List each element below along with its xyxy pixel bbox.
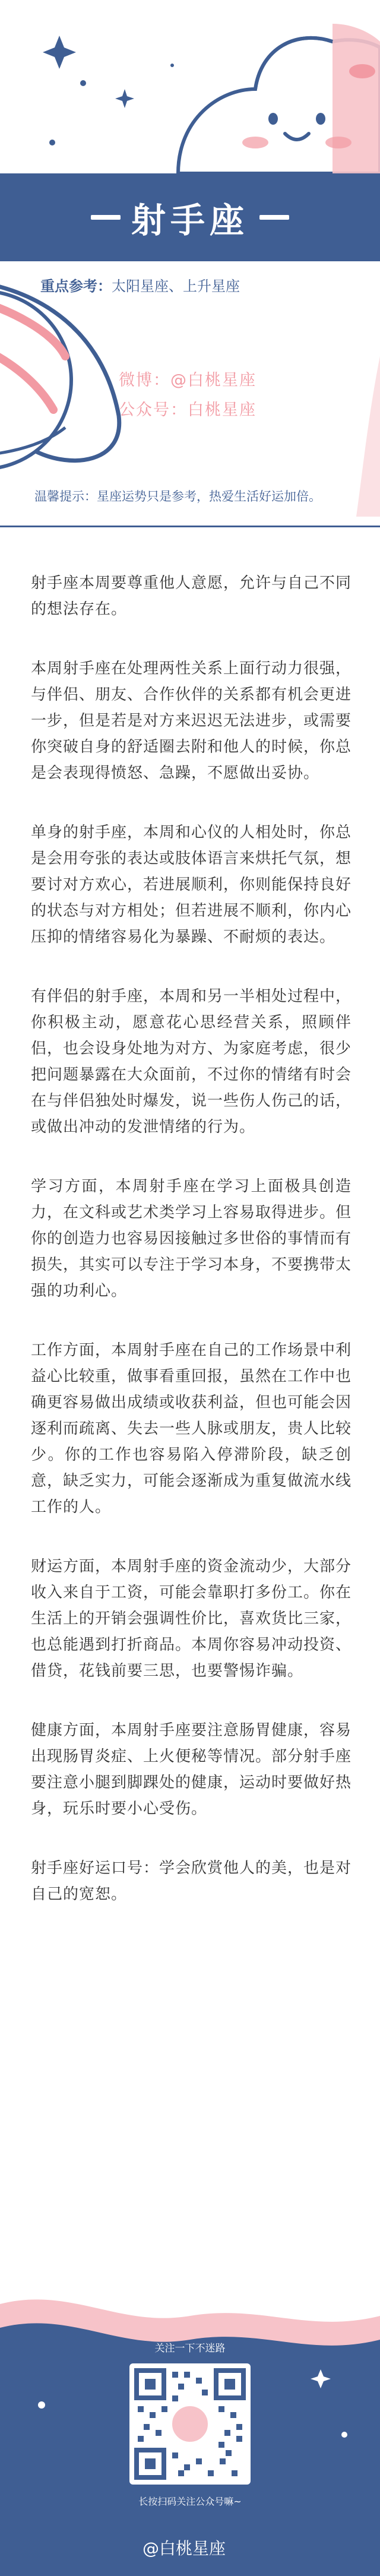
page-title: 射手座 (131, 200, 249, 240)
paragraph-couple: 有伴侣的射手座，本周和另一半相处过程中，你积极主动，愿意花心思经营关系，照顾伴侣，也会设身处地为对方、为家庭考虑，很少把问题暴露在大众面前，不过你的情绪有时会在与伴侣独处时爆发，说一些伤人伤己的话，或做出冲动的发泄情绪的行为。 (31, 988, 352, 1136)
title-dash-left (91, 215, 121, 220)
focus-label: 重点参考： (40, 278, 112, 295)
title-banner (0, 173, 380, 261)
paragraph-health: 健康方面，本周射手座要注意肠胃健康，容易出现肠胃炎症、上火便秘等情况。部分射手座要注意小腿到脚踝处的健康，运动时要做好热身，玩乐时要小心受伤。 (31, 1721, 352, 1818)
wechat-label: 公众号： (119, 401, 188, 419)
qr-top-caption: 关注一下不迷路 (154, 2343, 226, 2355)
paragraph-work: 工作方面，本周射手座在自己的工作场景中利益心比较重，做事看重回报，虽然在工作中也确更容易做出成绩或收获利益，但也可能会因逐利而疏离、失去一些人脉或朋友，贵人比较少。你的工作也容易陷入停滞阶段，缺乏创意，缺乏实力，可能会逐渐成为重复做流水线工作的人。 (31, 1341, 352, 1516)
tip-line (34, 487, 321, 505)
paragraph-study: 学习方面，本周射手座在学习上面极具创造力，在文科或艺术类学习上容易取得进步。但你的创造力也容易因接触过多世俗的事情而有损失，其实可以专注于学习本身，不要携带太强的功利心。 (31, 1178, 352, 1300)
weibo-line (119, 367, 256, 390)
paragraph-intro: 射手座本周要尊重他人意愿，允许与自己不同的想法存在。 (31, 574, 352, 618)
paragraph-wealth: 财运方面，本周射手座的资金流动少，大部分收入来自于工资，可能会靠职打多份工。你在生活上的开销会强调性价比，喜欢货比三家，也总能遇到打折商品。本周你容易冲动投资、借贷，花钱前要三思，也要警惕诈骗。 (31, 1558, 352, 1680)
horoscope-content (31, 570, 352, 1941)
footer-weibo-tag: @白桃星座 (142, 2539, 226, 2558)
paragraph-slogan: 射手座好运口号：学会欣赏他人的美，也是对自己的宽恕。 (31, 1859, 352, 1903)
paragraph-relationships: 本周射手座在处理两性关系上面行动力很强，与伴侣、朋友、合作伙伴的关系都有机会更进一步，但是若是对方来迟迟无法进步，或需要你突破自身的舒适圈去附和他人的时候，你总是会表现得愤怒、急躁，不愿做出妥协。 (31, 660, 352, 782)
tip-value: 星座运势只是参考，热爱生活好运加倍。 (97, 489, 321, 504)
focus-reference (40, 274, 240, 295)
qr-center-logo (170, 2404, 210, 2444)
qr-bottom-caption: 长按扫码关注公众号嘛~ (138, 2496, 242, 2507)
wechat-value: 白桃星座 (188, 401, 256, 419)
footer (0, 2292, 380, 2576)
wechat-line (119, 397, 256, 420)
focus-value: 太阳星座、上升星座 (112, 278, 240, 295)
weibo-value: @白桃星座 (170, 371, 256, 390)
tip-label: 温馨提示： (34, 489, 97, 504)
hero-banner (0, 0, 380, 517)
header-divider (0, 526, 380, 527)
paragraph-single: 单身的射手座，本周和心仪的人相处时，你总是会用夸张的表达或肢体语言来烘托气氛，想要讨对方欢心，若进展顺利，你则能保持良好的状态与对方相处；但若进展不顺利，你内心压抑的情绪容易化为暴躁、不耐烦的表达。 (31, 824, 352, 946)
title-dash-right (259, 215, 289, 220)
weibo-label: 微博： (119, 371, 170, 390)
